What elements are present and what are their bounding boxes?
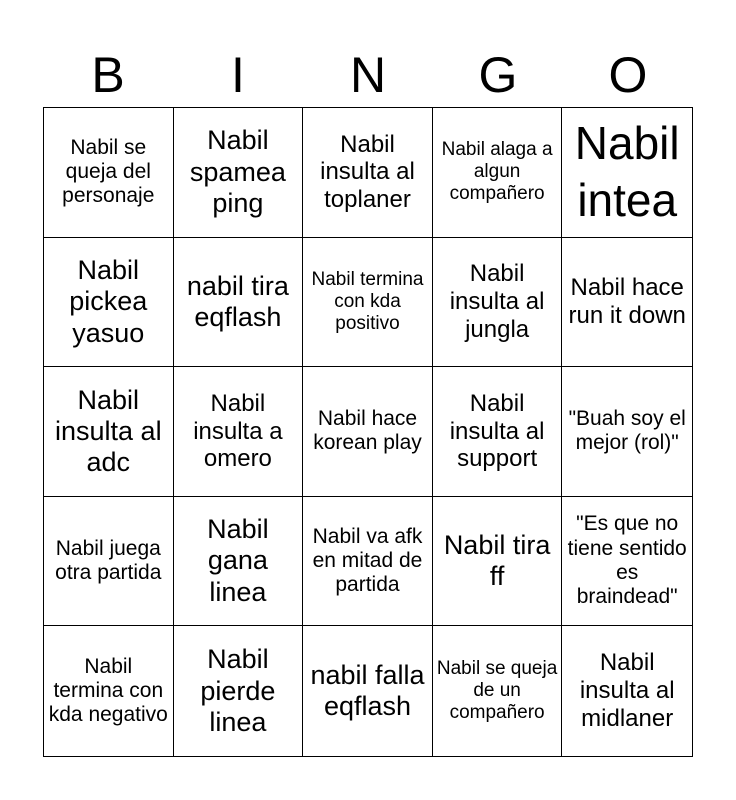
bingo-cell-text: Nabil se queja de un compañero — [436, 658, 558, 724]
bingo-cell-text: Nabil termina con kda negativo — [48, 654, 168, 727]
bingo-cell-text: nabil tira eqflash — [186, 270, 289, 332]
bingo-cell-r5c4[interactable] — [433, 626, 563, 756]
bingo-cell-r4c3[interactable] — [303, 497, 433, 627]
bingo-cell-text: Nabil insulta al adc — [55, 384, 162, 478]
bingo-cell-r5c2[interactable] — [174, 626, 304, 756]
bingo-card-grid — [43, 107, 693, 757]
bingo-cell-text: Nabil pierde linea — [200, 644, 276, 737]
bingo-cell-r1c1[interactable] — [44, 108, 174, 238]
bingo-cell-text: Nabil hace korean play — [313, 407, 422, 455]
bingo-cell-r4c4[interactable] — [433, 497, 563, 627]
bingo-cell-text: Nabil alaga a algun compañero — [441, 139, 553, 205]
bingo-cell-r1c2[interactable] — [174, 108, 304, 238]
bingo-cell-r1c4[interactable] — [433, 108, 563, 238]
bingo-cell-r5c1[interactable] — [44, 626, 174, 756]
bingo-cell-text: Nabil termina con kda positivo — [311, 268, 424, 334]
title-letter-o: O — [608, 47, 648, 103]
bingo-cell-r3c4[interactable] — [433, 367, 563, 497]
bingo-cell-text: Nabil insulta al midlaner — [579, 649, 675, 733]
bingo-cell-text: Nabil spamea ping — [189, 125, 286, 218]
bingo-cell-text: nabil falla eqflash — [310, 659, 425, 722]
bingo-cell-r5c5[interactable] — [562, 626, 692, 756]
bingo-cell-text: Nabil insulta al jungla — [449, 260, 545, 343]
bingo-cell-r2c5[interactable] — [562, 238, 692, 368]
bingo-cell-text: Nabil hace run it down — [568, 274, 686, 329]
bingo-cell-r4c2[interactable] — [174, 497, 304, 627]
bingo-cell-text: Nabil insulta al toplaner — [320, 130, 415, 214]
bingo-cell-r2c3[interactable] — [303, 238, 433, 368]
bingo-cell-r2c1[interactable] — [44, 238, 174, 368]
bingo-cell-r3c1[interactable] — [44, 367, 174, 497]
bingo-cell-text: Nabil pickea yasuo — [69, 254, 148, 348]
bingo-cell-text: Nabil se queja del personaje — [62, 135, 155, 208]
bingo-cell-r3c3[interactable] — [303, 367, 433, 497]
bingo-cell-r1c5[interactable] — [562, 108, 692, 238]
bingo-cell-text: "Buah soy el mejor (rol)" — [568, 407, 686, 455]
bingo-cell-text: Nabil intea — [574, 116, 680, 227]
title-letter-i: I — [231, 47, 245, 103]
bingo-cell-text: Nabil insulta al support — [449, 389, 545, 473]
bingo-cell-text: Nabil tira ff — [443, 529, 551, 592]
bingo-cell-r4c5[interactable] — [562, 497, 692, 627]
bingo-cell-text: Nabil va afk en mitad de partida — [312, 524, 423, 597]
bingo-cell-r2c2[interactable] — [174, 238, 304, 368]
bingo-cell-r2c4[interactable] — [433, 238, 563, 368]
bingo-cell-r1c3[interactable] — [303, 108, 433, 238]
bingo-cell-text: Nabil juega otra partida — [55, 536, 162, 585]
title-letter-b: B — [91, 47, 125, 103]
bingo-cell-text: Nabil gana linea — [207, 514, 269, 607]
bingo-cell-text: Nabil insulta a omero — [193, 389, 283, 473]
bingo-cell-text: "Es que no tiene sentido es braindead" — [567, 512, 687, 609]
bingo-cell-r3c2[interactable] — [174, 367, 304, 497]
title-letter-g: G — [478, 47, 518, 103]
bingo-cell-r3c5[interactable] — [562, 367, 692, 497]
bingo-cell-r5c3[interactable] — [303, 626, 433, 756]
bingo-title — [43, 44, 693, 106]
title-letter-n: N — [349, 47, 387, 103]
bingo-cell-r4c1[interactable] — [44, 497, 174, 627]
